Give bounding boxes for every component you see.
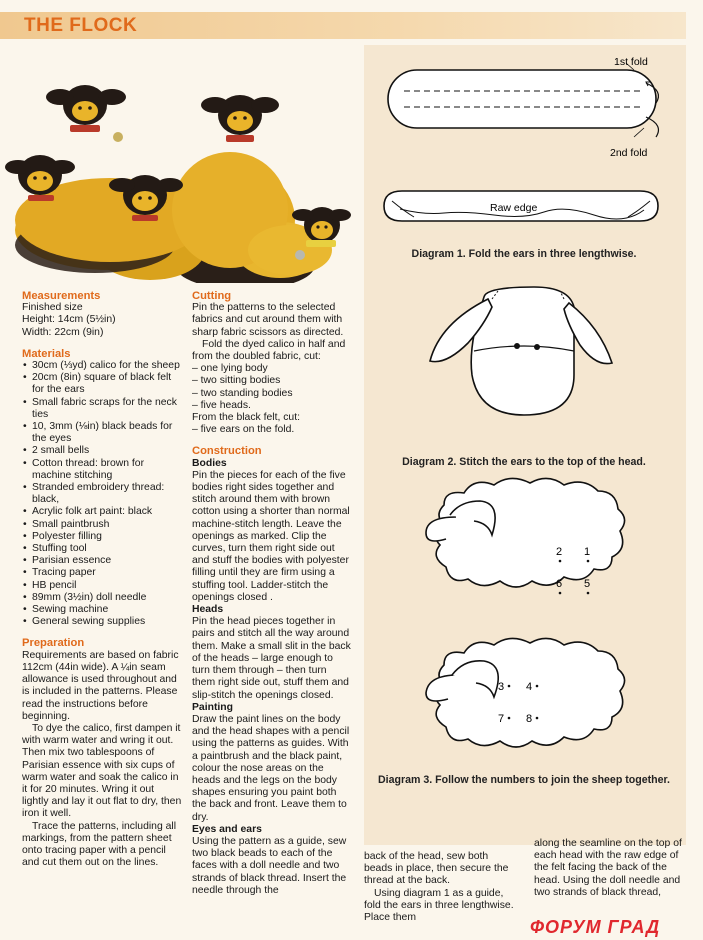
- heads-subheading: Heads: [192, 604, 224, 616]
- ears-continued: along the seamline on the top of each head with the raw edge of the felt facing the back of the head. Using the doll needle and two strands of black thread,: [534, 838, 682, 898]
- diagram-3-upper-sheep: [426, 478, 625, 587]
- sheep-illustration: [0, 45, 364, 283]
- diagrams-svg: [364, 45, 686, 845]
- diagram-1-fold-strip: [388, 63, 658, 137]
- sheep-photo: [0, 45, 364, 283]
- left-column: [22, 290, 182, 869]
- preparation-paragraph: Requirements are based on fabric 112cm (44in wide). A ¼in seam allowance is used throughout and is included in the patterns. Please read the instructions before beginning.: [22, 649, 179, 722]
- painting-subheading: Painting: [192, 701, 233, 713]
- diagram-1-caption: Diagram 1. Fold the ears in three lengthwise.: [411, 248, 637, 260]
- list-item: • Small fabric scraps for the neck ties: [32, 397, 182, 421]
- join-number: 3: [498, 681, 505, 693]
- page-title: THE FLOCK: [24, 15, 138, 36]
- join-number: 6: [556, 578, 563, 590]
- join-number: 7: [498, 713, 505, 725]
- forum-grad-logo: ФОРУМ ГРАД: [530, 917, 661, 937]
- join-number: 8: [526, 713, 533, 725]
- list-item: • Cotton thread: brown for machine stitching: [32, 458, 182, 482]
- bodies-paragraph: Pin the pieces for each of the five bodies right sides together and stitch around them with brown cotton using a shorter than normal machine-stitch length. Leave the openings as marked. Clip the curves, turn them right side out and stuff the bodies with polyester filling until they are firm using a stuffing tool. Ladder-stitch the openings closed .: [192, 469, 350, 603]
- header-bar: [0, 12, 686, 39]
- preparation-heading: Preparation: [22, 637, 85, 650]
- cutting-paragraph: Fold the dyed calico in half and from the doubled fabric, cut:: [192, 338, 346, 363]
- preparation-paragraph: Trace the patterns, including all markings, from the pattern sheet onto tracing paper with a pencil and cut them out on the lines.: [22, 820, 177, 869]
- diagram-2-head: [430, 287, 612, 415]
- eyes-ears-continued: back of the head, sew both beads in place, then secure the thread at the back.: [364, 851, 509, 887]
- list-item: • 30cm (⅓yd) calico for the sheep: [32, 360, 182, 372]
- list-item: • Small paintbrush: [32, 519, 182, 531]
- cutting-list-item: – one lying body: [192, 363, 268, 375]
- list-item: • Sewing machine: [32, 604, 182, 616]
- list-item: • Polyester filling: [32, 531, 182, 543]
- list-item: • Tracing paper: [32, 567, 182, 579]
- join-number: 4: [526, 681, 533, 693]
- join-number: 5: [584, 578, 591, 590]
- cutting-paragraph: From the black felt, cut:: [192, 412, 300, 424]
- raw-edge-label: Raw edge: [490, 202, 538, 214]
- heads-paragraph: Pin the head pieces together in pairs and stitch all the way around them. Make a small slit in the back of the heads – large enough to turn them through – then turn them right side out, stuff them and slip-stitch the openings closed.: [192, 616, 351, 701]
- diagram-2-caption: Diagram 2. Stitch the ears to the top of the head.: [402, 456, 646, 468]
- first-fold-label: 1st fold: [614, 56, 648, 68]
- measurement-line: Finished size: [22, 302, 83, 314]
- list-item: • Stuffing tool: [32, 543, 182, 555]
- bodies-subheading: Bodies: [192, 457, 227, 469]
- join-number: 2: [556, 546, 563, 558]
- cutting-list-item: – five ears on the fold.: [192, 424, 295, 436]
- cutting-list-item: – two sitting bodies: [192, 375, 281, 387]
- list-item: • 89mm (3½in) doll needle: [32, 592, 182, 604]
- measurement-line: Height: 14cm (5½in): [22, 314, 116, 326]
- cutting-heading: Cutting: [192, 290, 232, 302]
- list-item: • Acrylic folk art paint: black: [32, 506, 182, 518]
- diagram-panel: [364, 45, 686, 845]
- middle-column: [192, 290, 352, 897]
- fourth-column: [534, 838, 686, 899]
- list-item: • 2 small bells: [32, 445, 182, 457]
- cutting-list-item: – five heads.: [192, 399, 251, 411]
- join-number: 1: [584, 546, 591, 558]
- eyes-ears-paragraph: Using the pattern as a guide, sew two black beads to each of the faces with a doll needle and two strands of black thread. Insert the needle through the: [192, 835, 347, 896]
- eyes-ears-subheading: Eyes and ears: [192, 823, 262, 835]
- eyes-ears-continued: Using diagram 1 as a guide, fold the ears in three lengthwise. Place them: [364, 887, 514, 924]
- diagram-3-caption: Diagram 3. Follow the numbers to join the sheep together.: [378, 774, 670, 786]
- list-item: • HB pencil: [32, 580, 182, 592]
- measurements-heading: Measurements: [22, 290, 101, 302]
- list-item: • Stranded embroidery thread: black,: [32, 482, 182, 506]
- list-item: • General sewing supplies: [32, 616, 182, 628]
- construction-heading: Construction: [192, 445, 262, 458]
- cutting-list-item: – two standing bodies: [192, 387, 293, 399]
- third-column: [364, 851, 514, 924]
- materials-list: [22, 360, 182, 628]
- cutting-paragraph: Pin the patterns to the selected fabrics and cut around them with sharp fabric scissors as directed.: [192, 302, 344, 338]
- materials-heading: Materials: [22, 347, 71, 360]
- list-item: • 10, 3mm (⅛in) black beads for the eyes: [32, 421, 182, 445]
- painting-paragraph: Draw the paint lines on the body and the head shapes with a pencil using the patterns as guides. With a paintbrush and the black paint, colour the nose areas on the heads and the legs on the body shapes ensuring you paint both the back and front. Leave them to dry.: [192, 713, 350, 823]
- list-item: • 20cm (8in) square of black felt for the ears: [32, 372, 182, 396]
- list-item: • Parisian essence: [32, 555, 182, 567]
- second-fold-label: 2nd fold: [610, 147, 648, 159]
- measurement-line: Width: 22cm (9in): [22, 326, 104, 338]
- preparation-paragraph: To dye the calico, first dampen it with warm water and wring it out. Then mix two tablespoons of Parisian essence with six cups of warm water and soak the calico in it for 20 minutes. Wring it out lightly and lay it out flat to dry, then iron it well.: [22, 722, 182, 820]
